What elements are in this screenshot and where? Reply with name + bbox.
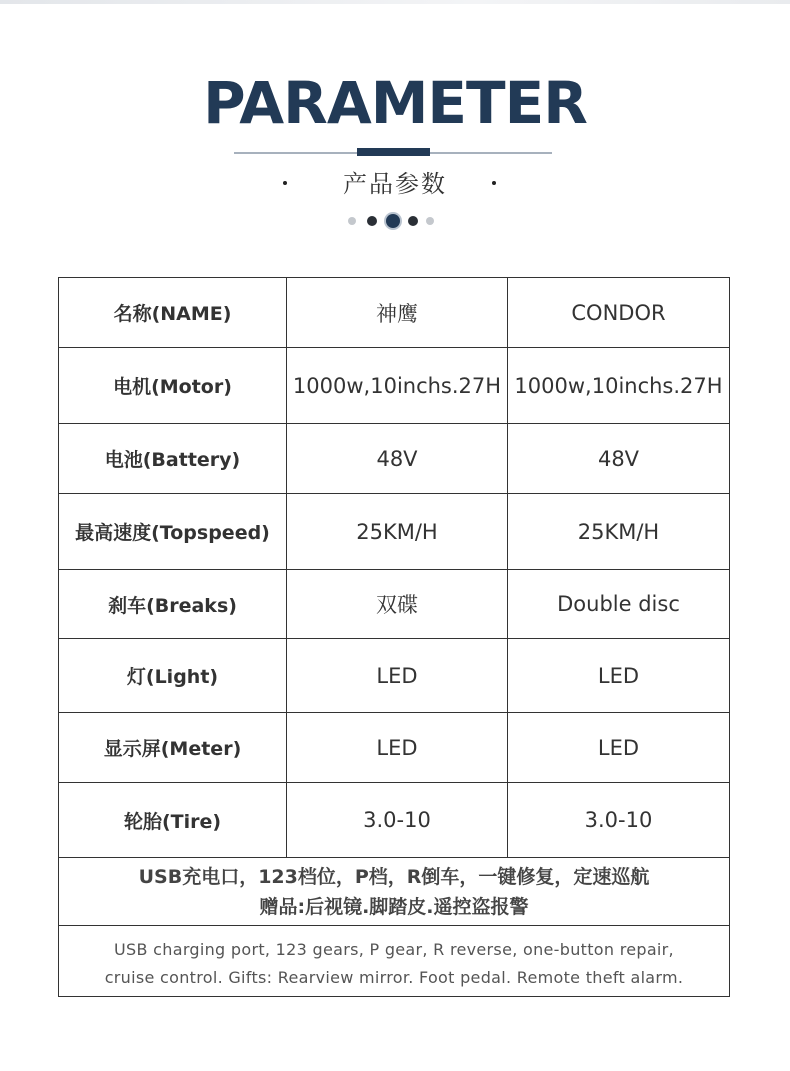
row-value-zh: 双碟 — [286, 570, 507, 638]
features-line-zh: USB充电口，123档位，P档，R倒车，一键修复，定速巡航 — [138, 866, 650, 888]
features-line-en: USB charging port, 123 gears, P gear, R reverse, one-button repair, — [114, 940, 674, 959]
table-row — [59, 424, 729, 494]
row-label: 电池(Battery) — [104, 449, 241, 471]
row-value-en: CONDOR — [507, 278, 729, 347]
dot — [348, 217, 356, 225]
row-value-zh: 3.0-10 — [286, 783, 507, 857]
row-value-zh: 1000w,10inchs.27H — [286, 348, 507, 423]
row-value-zh: 神鹰 — [286, 278, 507, 347]
row-value-en: LED — [507, 639, 729, 712]
row-label: 灯(Light) — [126, 666, 219, 688]
parameter-table — [58, 277, 730, 997]
subtitle-bullet-right — [492, 181, 496, 185]
row-value-zh: 48V — [286, 424, 507, 493]
features-note-en — [59, 926, 729, 996]
table-row — [59, 278, 729, 348]
row-value-en: 48V — [507, 424, 729, 493]
gifts-line-zh: 赠品:后视镜.脚踏皮.遥控盗报警 — [259, 896, 529, 918]
row-value-en: LED — [507, 713, 729, 782]
page-title: PARAMETER — [203, 69, 587, 137]
features-note-zh — [59, 858, 729, 926]
dot — [386, 214, 400, 228]
table-row — [59, 639, 729, 713]
row-value-en: 3.0-10 — [507, 783, 729, 857]
table-row — [59, 494, 729, 570]
page-subtitle: 产品参数 — [343, 170, 447, 198]
row-label: 轮胎(Tire) — [123, 810, 222, 833]
row-label: 名称(NAME) — [113, 303, 232, 325]
row-value-zh: 25KM/H — [286, 494, 507, 569]
dot — [408, 216, 418, 226]
top-strip — [0, 0, 790, 4]
table-row — [59, 783, 729, 858]
gifts-line-en: cruise control. Gifts: Rearview mirror. Foot pedal. Remote theft alarm. — [104, 968, 684, 987]
row-label: 显示屏(Meter) — [103, 738, 242, 760]
row-value-en: 1000w,10inchs.27H — [507, 348, 729, 423]
decorative-dots — [0, 211, 790, 231]
row-value-zh: LED — [286, 713, 507, 782]
row-value-en: Double disc — [507, 570, 729, 638]
title-accent-bar — [357, 148, 430, 156]
table-row — [59, 713, 729, 783]
row-value-en: 25KM/H — [507, 494, 729, 569]
row-label: 最高速度(Topspeed) — [75, 522, 270, 544]
dot — [426, 217, 434, 225]
table-row — [59, 570, 729, 639]
dot — [367, 216, 377, 226]
row-label: 电机(Motor) — [113, 376, 232, 398]
row-value-zh: LED — [286, 639, 507, 712]
row-label: 刹车(Breaks) — [108, 594, 237, 617]
table-row — [59, 348, 729, 424]
